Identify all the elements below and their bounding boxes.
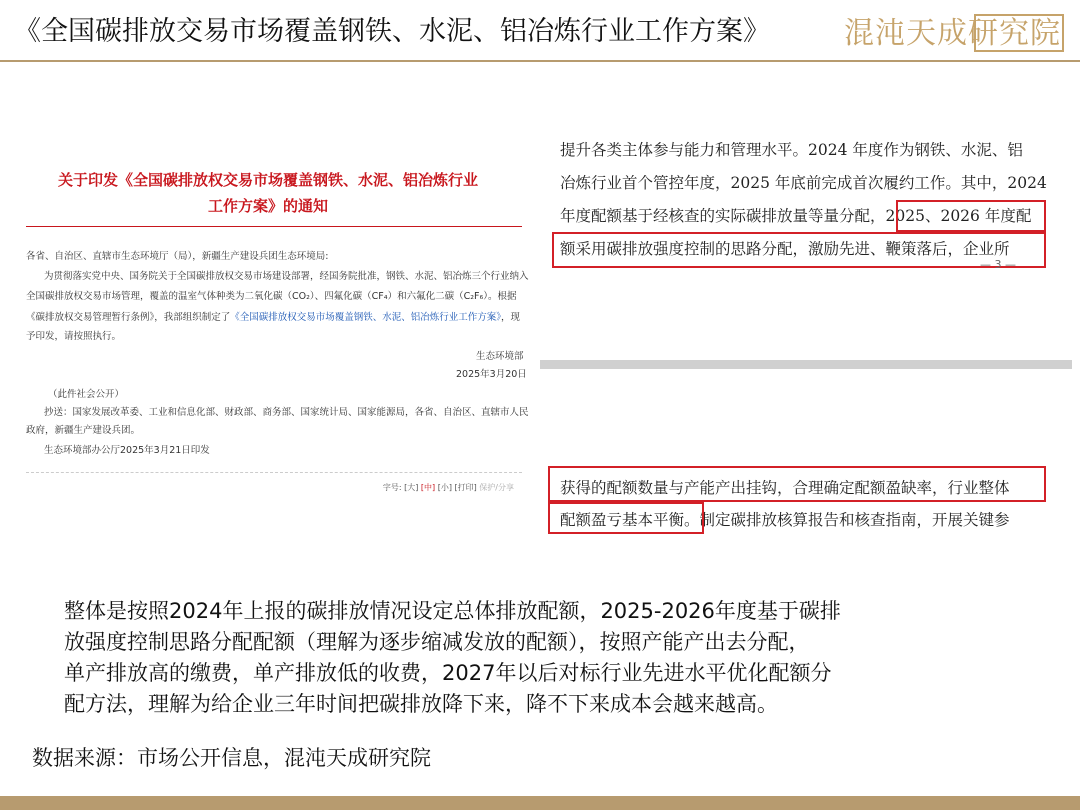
logo bbox=[844, 12, 1066, 56]
notice-plan-link[interactable]: 《全国碳排放权交易市场覆盖钢铁、水泥、铝冶炼行业工作方案》 bbox=[230, 312, 502, 323]
excerpt-top-line3-a: 年度配额基于经核查的实际碳排放量等量分配， bbox=[560, 207, 886, 225]
notice-body-line2: 全国碳排放权交易市场管理，覆盖的温室气体种类为二氧化碳（CO₂）、四氟化碳（CF₄）和六氟化二碳（C₂F₆）。根据 bbox=[26, 291, 517, 302]
notice-print-office: 生态环境部办公厅2025年3月21日印发 bbox=[44, 445, 210, 456]
logo-text: 混沌天成研究院 bbox=[844, 16, 1061, 51]
summary-line3: 单产排放高的缴费，单产排放低的收费，2027年以后对标行业先进水平优化配额分 bbox=[64, 661, 832, 685]
highlight-box-intensity bbox=[552, 232, 1046, 268]
summary-line4: 配方法，理解为给企业三年时间把碳排放降下来，降不下来成本会越来越高。 bbox=[64, 692, 778, 716]
notice-body-line1: 为贯彻落实党中央、国务院关于全国碳排放权交易市场建设部署，经国务院批准，钢铁、水泥、铝冶炼三个行业纳入 bbox=[44, 271, 529, 282]
excerpt-bottom-line2-b: 制定碳排放核算报告和核查指南，开展关键参 bbox=[699, 511, 1010, 529]
page-number: — 3 — bbox=[980, 258, 1016, 271]
font-medium-button[interactable]: [中] bbox=[420, 483, 436, 492]
font-size-label: 字号: bbox=[382, 483, 402, 492]
notice-cc-line1: 抄送：国家发展改革委、工业和信息化部、财政部、商务部、国家统计局、国家能源局，各省、自治区、直辖市人民 bbox=[44, 407, 529, 418]
notice-body-line3-a: 《碳排放权交易管理暂行条例》，我部组织制定了 bbox=[26, 312, 231, 323]
notice-body-line3 bbox=[26, 311, 520, 325]
footer-bar bbox=[0, 796, 1080, 810]
excerpt-top-line3-b: 2025、2026 年度配 bbox=[885, 207, 1032, 225]
notice-disclosure: （此件社会公开） bbox=[48, 389, 125, 400]
separator-band bbox=[540, 360, 1072, 369]
notice-body-line3-b: ，现 bbox=[501, 312, 521, 323]
summary-line2: 放强度控制思路分配配额（理解为逐步缩减发放的配额），按照产能产出去分配， bbox=[64, 630, 810, 654]
summary-line1: 整体是按照2024年上报的碳排放情况设定总体排放配额，2025-2026年度基于碳排 bbox=[64, 599, 841, 623]
title-divider bbox=[0, 60, 1080, 62]
notice-body-line4: 予印发，请按照执行。 bbox=[26, 331, 122, 342]
excerpt-top-line1: 提升各类主体参与能力和管理水平。2024 年度作为钢铁、水泥、铝 bbox=[560, 141, 1023, 159]
summary-paragraph bbox=[56, 596, 1046, 720]
notice-bottom-divider bbox=[26, 472, 522, 474]
data-source: 数据来源：市场公开信息，混沌天成研究院 bbox=[32, 746, 431, 770]
notice-recipients: 各省、自治区、直辖市生态环境厅（局），新疆生产建设兵团生态环境局: bbox=[26, 251, 329, 262]
excerpt-top-line4: 额采用碳排放强度控制的思路分配，激励先进、鞭策落后，企业所 bbox=[560, 240, 1010, 258]
notice-cc-line2: 政府，新疆生产建设兵团。 bbox=[26, 425, 141, 436]
excerpt-top-line2: 冶炼行业首个管控年度，2025 年底前完成首次履约工作。其中，2024 bbox=[560, 174, 1047, 192]
highlight-box-linkage bbox=[548, 466, 1046, 502]
notice-document bbox=[4, 150, 532, 508]
notice-title-line1: 关于印发《全国碳排放权交易市场覆盖钢铁、水泥、铝冶炼行业 bbox=[57, 171, 478, 189]
font-size-bar bbox=[383, 482, 514, 493]
highlight-box-2025-2026 bbox=[896, 200, 1046, 232]
highlight-box-balance bbox=[548, 502, 704, 534]
notice-issuer: 生态环境部 bbox=[476, 351, 524, 362]
notice-date: 2025年3月20日 bbox=[456, 369, 527, 380]
excerpt-bottom-line1: 获得的配额数量与产能产出挂钩，合理确定配额盈缺率，行业整体 bbox=[560, 479, 1010, 497]
font-large-button[interactable]: [大] bbox=[404, 483, 419, 492]
print-button[interactable]: [打印] bbox=[454, 483, 477, 492]
logo-frame bbox=[974, 14, 1064, 52]
notice-title-line2: 工作方案》的通知 bbox=[207, 197, 328, 215]
notice-divider bbox=[26, 226, 522, 227]
slide-title: 《全国碳排放交易市场覆盖钢铁、水泥、铝冶炼行业工作方案》 bbox=[14, 16, 770, 47]
font-small-button[interactable]: [小] bbox=[437, 483, 452, 492]
excerpt-bottom-line2-a: 配额盈亏基本平衡。 bbox=[560, 511, 700, 529]
share-button[interactable]: 保护/分享 bbox=[479, 483, 514, 492]
